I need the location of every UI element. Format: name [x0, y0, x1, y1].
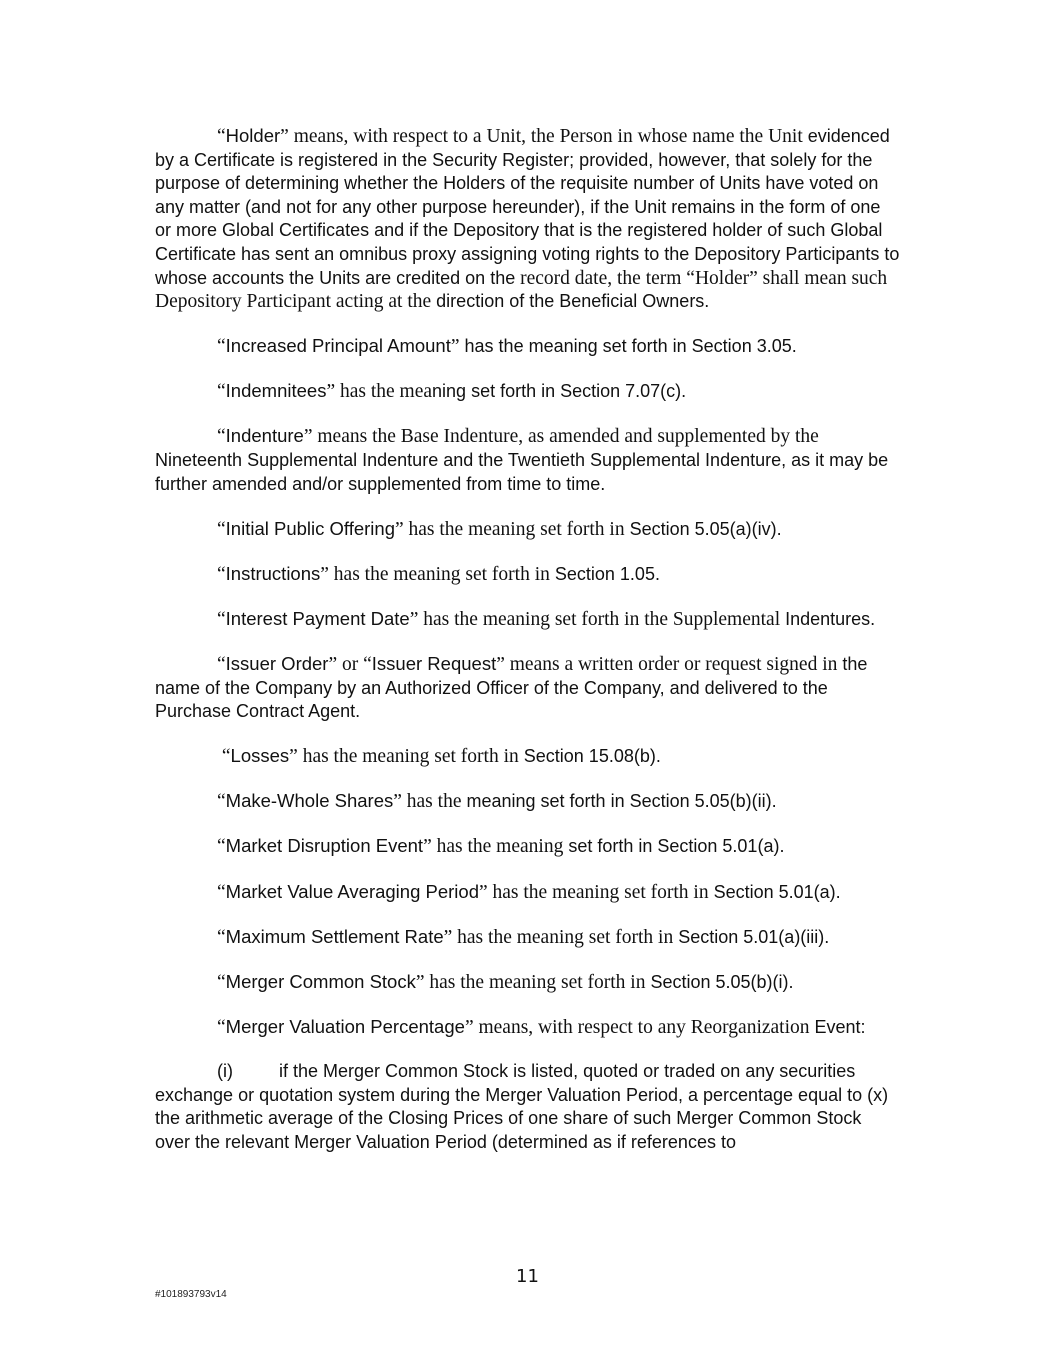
defined-term: Market Value Averaging Period [225, 880, 479, 902]
definition-instructions: “Instructions” has the meaning set forth in Section 1.05. [217, 562, 660, 585]
definition-make-whole-shares: “Make-Whole Shares” has the meaning set forth in Section 5.05(b)(ii). [217, 790, 777, 813]
defined-term: Losses [230, 745, 290, 767]
definition-holder: “Holder” means, with respect to a Unit, the Person in whose name the Unit evidenced by a Certificate is registered in the Security Register; provided, however, that solely for the purpose of determining whether the Holders of the requisite number of Units have voted on any matter (and not for any other purpose hereunder), if the Unit remains in the form of one or more Global Certificates and if the Depository that is the registered holder of such Global Certificate has sent an omnibus proxy assigning voting rights to the Depository Participants to whose accounts the Units are credited on the record date, the term “Holder” shall mean such Depository Participant acting at the direction of the Beneficial Owners. [155, 125, 900, 313]
clause-number: (i) [217, 1060, 233, 1081]
clause-i [155, 1060, 900, 1154]
definition-indenture: “Indenture” means the Base Indenture, as amended and supplemented by the Nineteenth Supplemental Indenture and the Twentieth Supplemental Indenture, as it may be further amended and/or supplemented from time to time. [155, 425, 889, 494]
defined-term: Market Disruption Event [225, 835, 424, 857]
definition-indemnitees: “Indemnitees” has the meaning set forth in Section 7.07(c). [217, 380, 687, 403]
definition-initial-public-offering: “Initial Public Offering” has the meaning set forth in Section 5.05(a)(iv). [217, 517, 782, 540]
definition-interest-payment-date: “Interest Payment Date” has the meaning set forth in the Supplemental Indentures. [217, 607, 876, 630]
definition-market-disruption-event: “Market Disruption Event” has the meaning set forth in Section 5.01(a). [217, 835, 785, 858]
document-body [155, 124, 900, 1154]
defined-term: Instructions [225, 562, 321, 584]
defined-term: Indemnitees [225, 380, 327, 402]
defined-term: Maximum Settlement Rate [225, 925, 444, 947]
document-id: #101893793v14 [155, 1289, 227, 1300]
definition-increased-principal-amount: “Increased Principal Amount” has the meaning set forth in Section 3.05. [217, 335, 797, 358]
defined-term: Holder [225, 125, 281, 146]
definition-merger-valuation-percentage: “Merger Valuation Percentage” means, with respect to any Reorganization Event: [217, 1015, 866, 1038]
defined-term: Issuer Request [371, 653, 497, 674]
defined-term: Indenture [225, 425, 304, 447]
defined-term: Interest Payment Date [225, 607, 410, 629]
defined-term: Merger Common Stock [225, 970, 416, 992]
defined-term: Issuer Order [225, 653, 329, 674]
defined-term: Initial Public Offering [225, 517, 395, 539]
definition-maximum-settlement-rate: “Maximum Settlement Rate” has the meaning set forth in Section 5.01(a)(iii). [217, 925, 830, 948]
definition-merger-common-stock: “Merger Common Stock” has the meaning set forth in Section 5.05(b)(i). [217, 970, 794, 993]
defined-term: Increased Principal Amount [225, 335, 451, 357]
page-number: 11 [516, 1266, 539, 1287]
defined-term: Merger Valuation Percentage [225, 1015, 465, 1037]
defined-term: Make-Whole Shares [225, 790, 394, 812]
clause-text: if the Merger Common Stock is listed, quoted or traded on any securities exchange or quotation system during the Merger Valuation Period, a percentage equal to (x) the arithmetic average of the Closing Prices of one share of such Merger Common Stock over the relevant Merger Valuation Period (determined as if references to [155, 1060, 889, 1152]
definition-losses: “Losses” has the meaning set forth in Section 15.08(b). [217, 745, 661, 768]
definition-market-value-averaging-period: “Market Value Averaging Period” has the meaning set forth in Section 5.01(a). [217, 880, 841, 903]
definition-issuer-order: “Issuer Order” or “Issuer Request” means a written order or request signed in the name of the Company by an Authorized Officer of the Company, and delivered to the Purchase Contract Agent. [155, 653, 868, 722]
